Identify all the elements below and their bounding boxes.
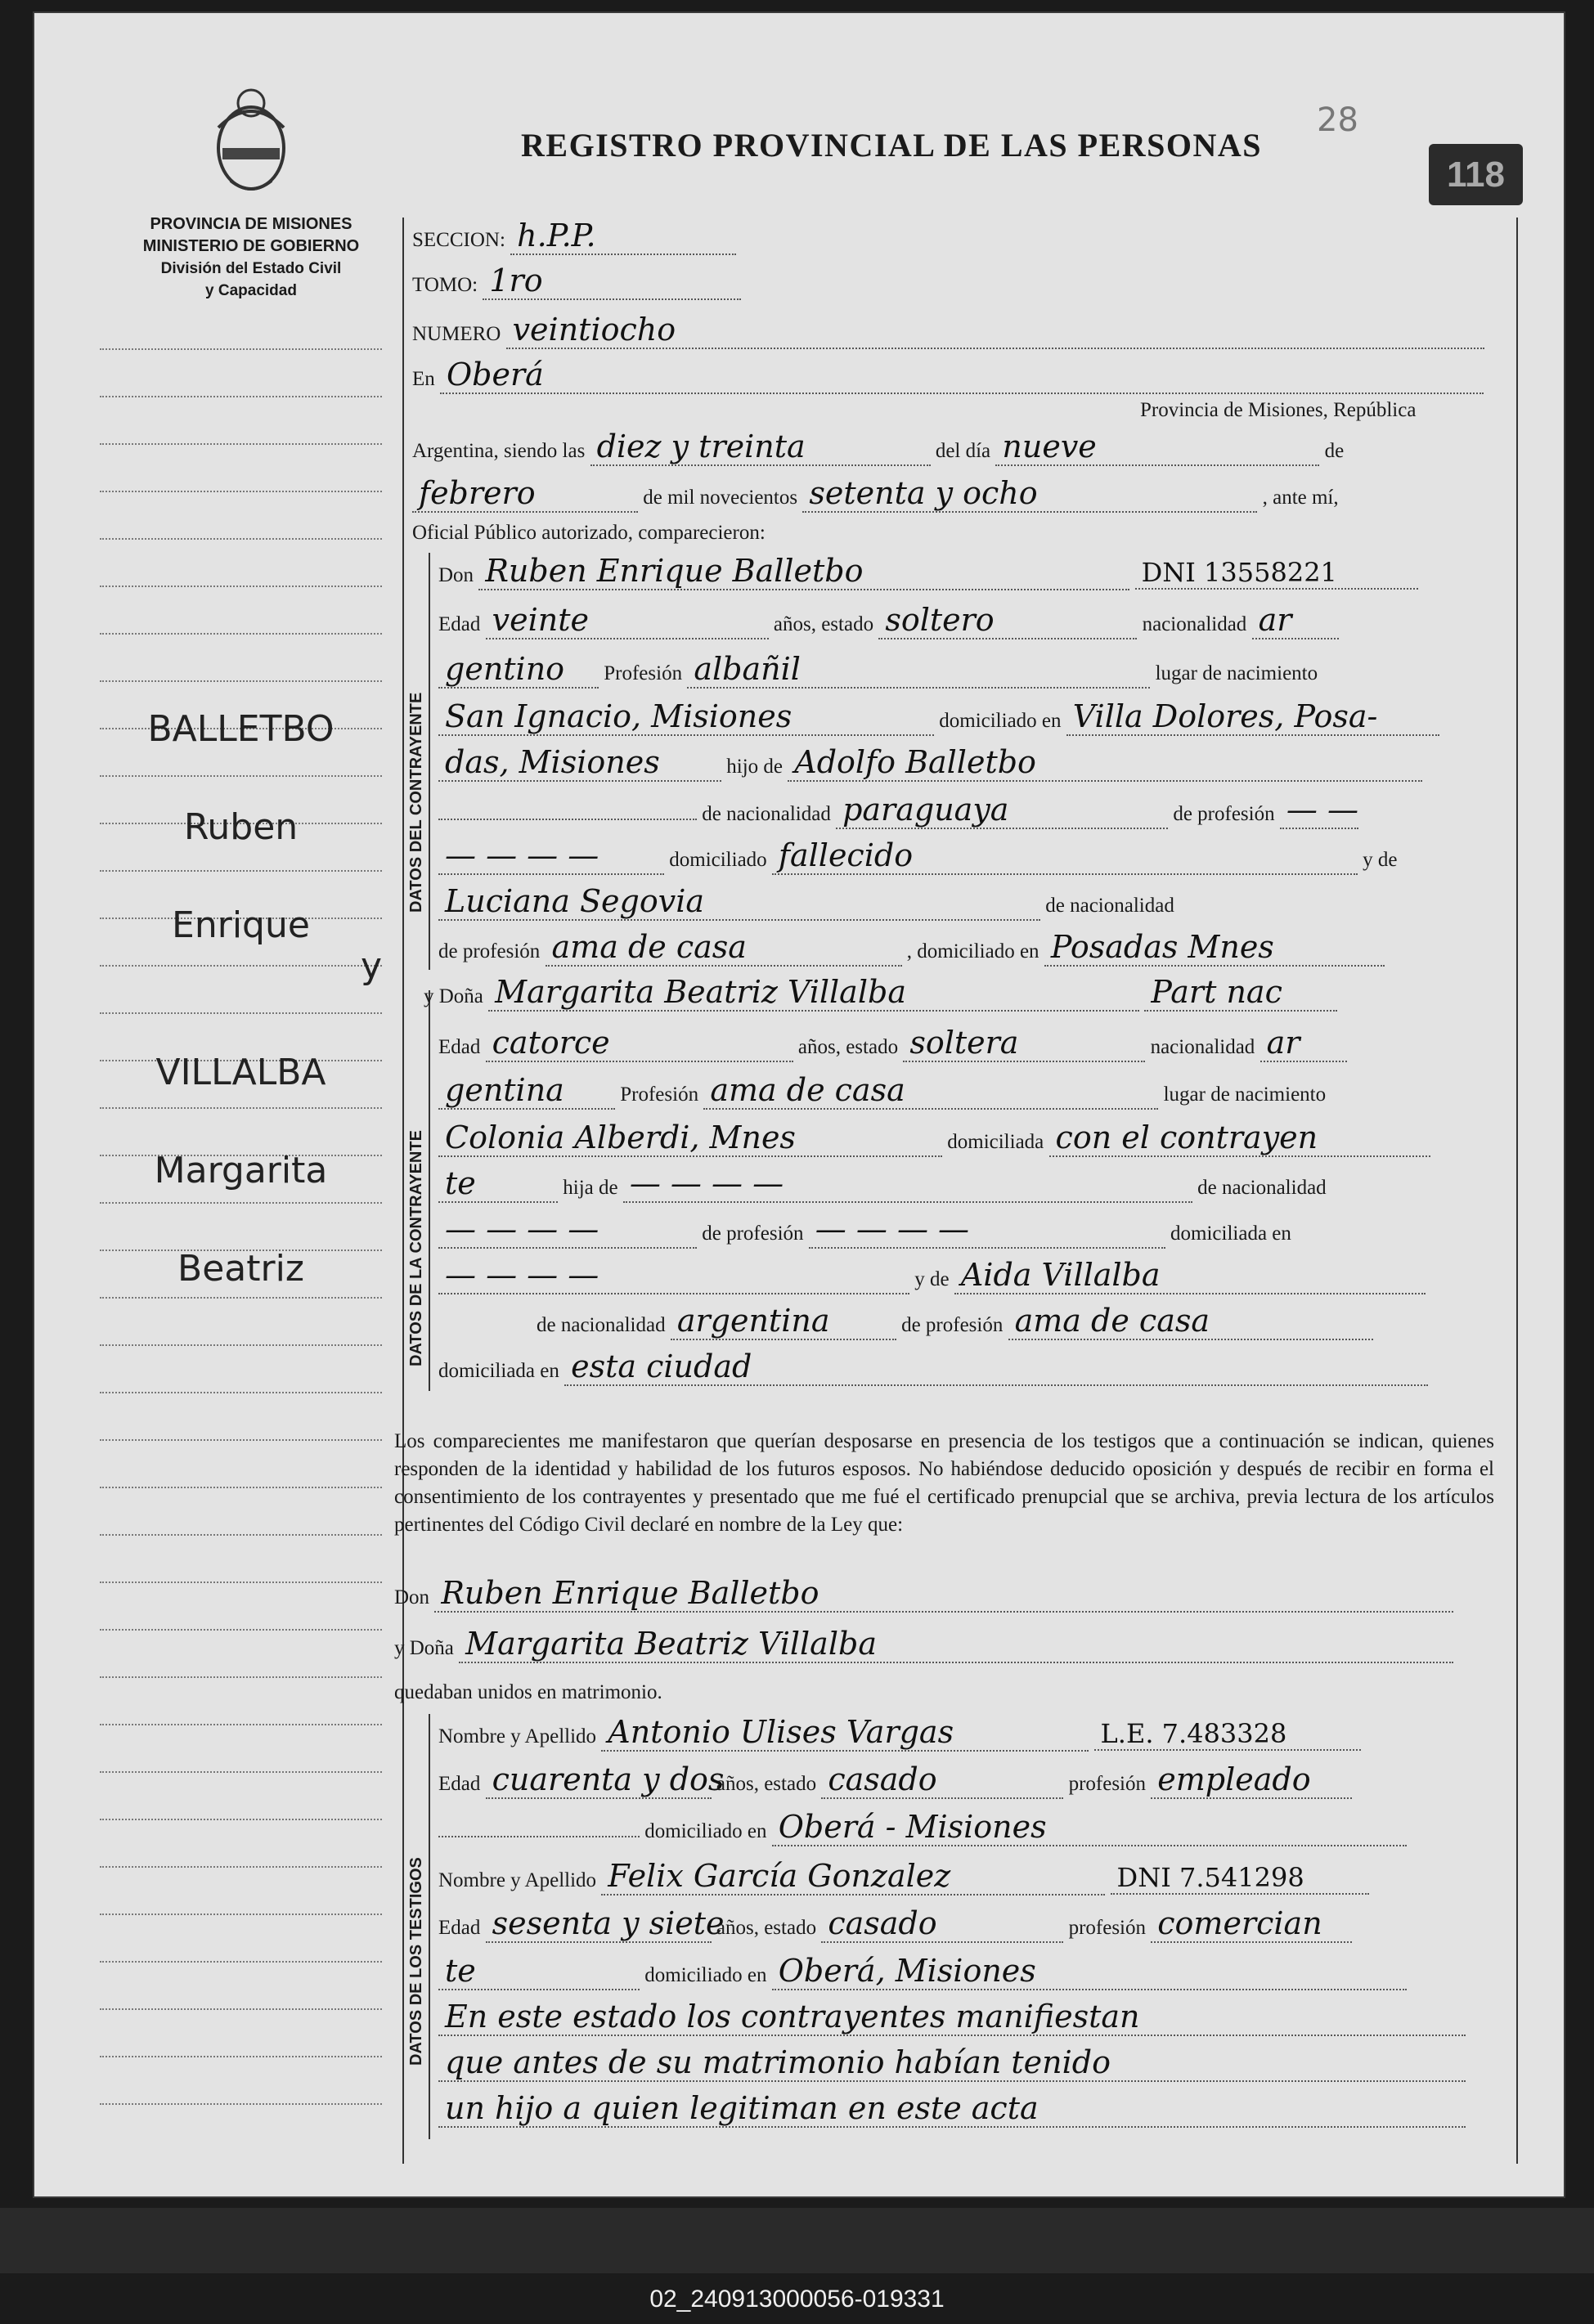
- contrayenta-prof-row: [438, 1211, 1291, 1249]
- padre-2-dashes: — — — —: [623, 1165, 1192, 1203]
- t2-nombre-label: Nombre y Apellido: [438, 1869, 597, 1891]
- t2-domicilio: Oberá, Misiones: [772, 1953, 1407, 1990]
- union-dona-name: Margarita Beatriz Villalba: [459, 1626, 1453, 1663]
- margin-ruled-line: [100, 585, 382, 587]
- margin-ruled-line: [100, 2103, 382, 2105]
- t1-dom-row: [438, 1809, 1407, 1846]
- domiciliado-label: domiciliado en: [939, 710, 1062, 732]
- tomo-value: 1ro: [483, 262, 741, 300]
- margin-ruled-line: [100, 2056, 382, 2057]
- t1-doc: L.E. 7.483328: [1094, 1718, 1361, 1751]
- t1-dom-label: domiciliado en: [644, 1820, 767, 1842]
- margin-conjunction: y: [360, 945, 382, 987]
- t1-profesion-label: profesión: [1068, 1773, 1146, 1795]
- t1-name: Antonio Ulises Vargas: [601, 1714, 1089, 1752]
- nacionalidad-label: nacionalidad: [1142, 613, 1247, 635]
- padre-2-prof-dashes: — — — —: [809, 1211, 1165, 1249]
- madre-2-nacionalidad: argentina: [671, 1303, 896, 1340]
- padre-nacionalidad: paraguaya: [836, 792, 1168, 829]
- contrayenta-name-row: [424, 974, 1337, 1012]
- contrayente-lugar-row: [438, 698, 1439, 736]
- padre-prof-label: de profesión: [1173, 803, 1275, 825]
- seccion-value: h.P.P.: [510, 218, 736, 255]
- union-don-row: [394, 1575, 1453, 1613]
- contrayenta-madre: Aida Villalba: [954, 1257, 1426, 1294]
- de-label: de: [1324, 440, 1345, 462]
- madre-row: [438, 883, 1174, 921]
- dona-label: y Doña: [424, 985, 483, 1007]
- oficial-label: Oficial Público autorizado, comparecieron:: [412, 522, 766, 544]
- anos-estado-label: años, estado: [773, 613, 874, 635]
- margin-ruled-line: [100, 348, 382, 350]
- contrayenta-madre-dom-row: [438, 1348, 1428, 1386]
- register-page: [33, 11, 1565, 2198]
- margin-ruled-line: [100, 1629, 382, 1631]
- contrayente-name: Ruben Enrique Balletbo: [478, 553, 1129, 590]
- margin-ruled-line: [100, 1913, 382, 1915]
- margin-ruled-line: [100, 1344, 382, 1346]
- t2-estado: casado: [821, 1905, 1063, 1943]
- margin-ruled-line: [100, 396, 382, 397]
- t1-edad-row: [438, 1761, 1352, 1799]
- margin-ruled-line: [100, 680, 382, 682]
- margin-ruled-line: [100, 1771, 382, 1773]
- oficial-row: [412, 522, 766, 545]
- t2-edad-label: Edad: [438, 1917, 481, 1939]
- record-stamp: 118: [1429, 144, 1523, 205]
- t2-doc: DNI 7.541298: [1111, 1862, 1369, 1895]
- margin-ruled-line: [100, 1202, 382, 1204]
- contrayenta-edad: catorce: [486, 1025, 793, 1062]
- en-value: Oberá: [440, 357, 1484, 394]
- margin-ruled-line: [100, 1107, 382, 1109]
- document-title: REGISTRO PROVINCIAL DE LAS PERSONAS: [521, 127, 1263, 164]
- provincia-text: Provincia de Misiones, República: [1140, 399, 1417, 421]
- t2-dom-row: [438, 1953, 1407, 1990]
- t1-anos-label: años, estado: [716, 1773, 817, 1795]
- margin-name-1: Ruben: [183, 806, 299, 848]
- margin-ruled-line: [100, 491, 382, 492]
- padre-2-dom-dashes: — — — —: [438, 1257, 909, 1294]
- madre-2-nac-label: de nacionalidad: [537, 1314, 666, 1336]
- division-line-2: y Capacidad: [205, 282, 297, 299]
- hija-label: hija de: [563, 1177, 618, 1199]
- y-de-label: y de: [1363, 849, 1398, 871]
- en-row: [412, 357, 1484, 394]
- padre-nac-row: [438, 792, 1358, 829]
- contrayenta-madre-nac-row: [438, 1303, 1373, 1340]
- margin-ruled-line: [100, 633, 382, 635]
- contrayente-edad: veinte: [486, 602, 769, 639]
- en-label: En: [412, 368, 435, 390]
- margin-ruled-line: [100, 1866, 382, 1868]
- madre-nac-label: de nacionalidad: [1045, 895, 1174, 917]
- contrayente-dni: DNI 13558221: [1135, 557, 1418, 590]
- t2-profesion-label: profesión: [1068, 1917, 1146, 1939]
- margin-ruled-line: [100, 775, 382, 777]
- quedaban-label: quedaban unidos en matrimonio.: [394, 1681, 662, 1703]
- madre-prof-row: [438, 929, 1385, 967]
- lugar-label-2: lugar de nacimiento: [1163, 1083, 1327, 1106]
- union-don-name: Ruben Enrique Balletbo: [434, 1575, 1453, 1613]
- madre-2-dom-label: domiciliada en: [438, 1360, 559, 1382]
- margin-ruled-line: [100, 1012, 382, 1014]
- padre-name: Adolfo Balletbo: [788, 744, 1422, 782]
- contrayente-section: [407, 553, 1493, 970]
- anos-estado-label-2: años, estado: [797, 1036, 899, 1058]
- padre-domicilio: fallecido: [772, 837, 1358, 875]
- t1-name-row: [438, 1714, 1361, 1752]
- testigos-section: [407, 1714, 1493, 2139]
- margin-ruled-line: [100, 1961, 382, 1963]
- margin-ruled-line: [100, 1676, 382, 1678]
- contrayente-lugar: San Ignacio, Misiones: [438, 698, 934, 736]
- t2-edad: sesenta y siete: [486, 1905, 712, 1943]
- contrayenta-nota: Part nac: [1144, 974, 1337, 1012]
- padre-2-nac-dashes: — — — —: [438, 1211, 697, 1249]
- profesion-label: Profesión: [604, 662, 683, 684]
- padre-dom-row: [438, 837, 1398, 875]
- don-label: Don: [438, 564, 474, 586]
- scan-bottom-strip: [0, 2208, 1594, 2273]
- numero-value: veintiocho: [506, 312, 1484, 349]
- contrayenta-nacionalidad-b: gentina: [438, 1072, 615, 1110]
- contrayenta-lugar: Colonia Alberdi, Mnes: [438, 1119, 942, 1157]
- madre-2-domicilio: esta ciudad: [564, 1348, 1428, 1386]
- margin-ruled-line: [100, 1439, 382, 1441]
- contrayenta-domicilio-b: te: [438, 1165, 558, 1203]
- t1-estado: casado: [821, 1761, 1063, 1799]
- t1-edad: cuarenta y dos: [486, 1761, 712, 1799]
- union-dona-label: y Doña: [394, 1637, 454, 1659]
- margin-ruled-line: [100, 1724, 382, 1725]
- madre-profesion: ama de casa: [546, 929, 902, 967]
- contrayenta-nacionalidad-a: ar: [1260, 1025, 1347, 1062]
- division-line-1: División del Estado Civil: [160, 260, 342, 277]
- contrayente-profesion: albañil: [687, 651, 1150, 689]
- contrayenta-domicilio-a: con el contrayen: [1049, 1119, 1430, 1157]
- tomo-label: TOMO:: [412, 274, 478, 296]
- union-dona-row: [394, 1626, 1453, 1663]
- lugar-label: lugar de nacimiento: [1155, 662, 1318, 684]
- tomo-row: [412, 262, 741, 300]
- nota-line-2-row: [438, 2044, 1466, 2082]
- padre-profesion: — —: [1280, 792, 1358, 829]
- margin-ruled-line: [100, 2008, 382, 2010]
- t2-name-row: [438, 1858, 1369, 1896]
- nota-line-3: un hijo a quien legitiman en este acta: [438, 2090, 1466, 2128]
- de-mil-label: de mil novecientos: [643, 487, 798, 509]
- nacionalidad-label-2: nacionalidad: [1150, 1036, 1255, 1058]
- de-nacionalidad-label-2: de nacionalidad: [1197, 1177, 1327, 1199]
- margin-ruled-line: [100, 538, 382, 540]
- contrayente-hijo-row: [438, 744, 1422, 782]
- margin-surname-1: BALLETBO: [147, 708, 335, 750]
- contrayente-domicilio-b: das, Misiones: [438, 744, 721, 782]
- profesion-label-2: Profesión: [620, 1083, 699, 1106]
- quedaban-row: [394, 1681, 662, 1704]
- hora-value: diez y treinta: [590, 428, 931, 466]
- contrayenta-name: Margarita Beatriz Villalba: [488, 974, 1139, 1012]
- domiciliada-en-label: domiciliada en: [1170, 1223, 1291, 1245]
- contrayente-section-label: DATOS DEL CONTRAYENTE: [407, 692, 425, 913]
- contrayente-estado: soltero: [878, 602, 1137, 639]
- margin-name-3: Margarita: [154, 1150, 328, 1191]
- agency-line-ministry: MINISTERIO DE GOBIERNO: [142, 237, 360, 255]
- madre-name: Luciana Segovia: [438, 883, 1040, 921]
- t1-nombre-label: Nombre y Apellido: [438, 1725, 597, 1747]
- madre-prof-label: de profesión: [438, 940, 541, 962]
- padre-dom-label: domiciliado: [669, 849, 767, 871]
- nota-line-2: que antes de su matrimonio habían tenido: [438, 2044, 1466, 2082]
- contrayenta-estado: soltera: [903, 1025, 1145, 1062]
- contrayenta-profesion: ama de casa: [703, 1072, 1158, 1110]
- contrayenta-section-label: DATOS DE LA CONTRAYENTE: [407, 1130, 425, 1366]
- madre-2-prof-label: de profesión: [901, 1314, 1004, 1336]
- t2-anos-label: años, estado: [716, 1917, 817, 1939]
- page-number: 28: [1317, 101, 1358, 139]
- argentina-label: Argentina, siendo las: [412, 440, 586, 462]
- contrayente-domicilio-a: Villa Dolores, Posa-: [1066, 698, 1439, 736]
- padre-nac-label: de nacionalidad: [702, 803, 831, 825]
- contrayenta-lugar-row: [438, 1119, 1430, 1157]
- margin-ruled-line: [100, 1819, 382, 1820]
- contrayente-nacionalidad-b: gentino: [438, 651, 599, 689]
- y-de-label-2: y de: [914, 1268, 950, 1290]
- ante-mi-label: , ante mí,: [1262, 487, 1339, 509]
- contrayente-profesion-row: [438, 651, 1318, 689]
- provincia-row: [1140, 399, 1416, 422]
- t1-edad-label: Edad: [438, 1773, 481, 1795]
- padre-dashes: — — — —: [438, 837, 664, 875]
- margin-ruled-line: [100, 1487, 382, 1488]
- t2-profesion-a: comercian: [1151, 1905, 1352, 1943]
- nota-line-3-row: [438, 2090, 1466, 2128]
- t2-edad-row: [438, 1905, 1352, 1943]
- margin-ruled-line: [100, 443, 382, 445]
- agency-line-province: PROVINCIA DE MISIONES: [150, 215, 352, 233]
- t1-profesion: empleado: [1151, 1761, 1352, 1799]
- contrayente-edad-row: [438, 602, 1339, 639]
- margin-ruled-line: [100, 870, 382, 872]
- testigos-section-label: DATOS DE LOS TESTIGOS: [407, 1857, 425, 2066]
- seccion-label: SECCION:: [412, 229, 505, 251]
- madre-domicilio: Posadas Mnes: [1044, 929, 1385, 967]
- margin-ruled-line: [100, 1297, 382, 1299]
- margin-name-4: Beatriz: [177, 1248, 304, 1290]
- dia-value: nueve: [995, 428, 1319, 466]
- contrayenta-madre-row: [438, 1257, 1426, 1294]
- coat-of-arms-seal: [206, 79, 296, 201]
- del-dia-label: del día: [935, 440, 991, 462]
- contrayenta-profesion-row: [438, 1072, 1326, 1110]
- declaration-text: Los comparecientes me manifestaron que querían desposarse en presencia de los testigos que a continuación se indican, quienes responden de la identidad y habilidad de los futuros esposos. No habiéndose deducido oposición y después de recibir en forma el consentimiento de los contrayentes y presentado que me fué el certificado prenupcial que se archiva, previa lectura de los artículos pertinentes del Código Civil declaré en nombre de la Ley que:: [394, 1430, 1494, 1536]
- anio-value: setenta y ocho: [802, 475, 1257, 513]
- t2-profesion-b: te: [438, 1953, 640, 1990]
- nota-line-1: En este estado los contrayentes manifiestan: [438, 1999, 1466, 2036]
- domiciliada-label: domiciliada: [947, 1131, 1044, 1153]
- nota-line-1-row: [438, 1999, 1466, 2036]
- madre-2-profesion: ama de casa: [1008, 1303, 1373, 1340]
- scan-caption: 02_240913000056-019331: [649, 2286, 945, 2313]
- edad-label: Edad: [438, 613, 481, 635]
- edad-label-2: Edad: [438, 1036, 481, 1058]
- mes-value: febrero: [412, 475, 638, 513]
- contrayenta-section: [407, 974, 1493, 1391]
- seccion-row: [412, 218, 736, 255]
- padre-blank: [438, 819, 697, 820]
- numero-label: NUMERO: [412, 323, 501, 345]
- contrayenta-hija-row: [438, 1165, 1327, 1203]
- agency-block: [108, 213, 394, 302]
- t2-dom-label: domiciliado en: [644, 1964, 767, 1986]
- madre-dom-label: , domiciliado en: [906, 940, 1039, 962]
- union-don-label: Don: [394, 1586, 430, 1608]
- record-form: [394, 218, 1518, 2164]
- contrayente-name-row: [438, 553, 1418, 590]
- contrayenta-edad-row: [438, 1025, 1347, 1062]
- t2-name: Felix García Gonzalez: [601, 1858, 1105, 1896]
- margin-ruled-line: [100, 1392, 382, 1393]
- de-profesion-label-2: de profesión: [702, 1223, 804, 1245]
- numero-row: [412, 312, 1484, 349]
- margin-ruled-line: [100, 1534, 382, 1536]
- contrayente-nacionalidad-a: ar: [1252, 602, 1339, 639]
- hora-row: [412, 428, 1344, 466]
- fecha-row: [412, 475, 1339, 513]
- margin-surname-2: VILLALBA: [155, 1052, 326, 1093]
- t1-domicilio: Oberá - Misiones: [772, 1809, 1407, 1846]
- margin-ruled-line: [100, 1581, 382, 1583]
- hijo-label: hijo de: [726, 756, 783, 778]
- t1-dom-blank: [438, 1836, 640, 1837]
- margin-name-2: Enrique: [172, 904, 310, 946]
